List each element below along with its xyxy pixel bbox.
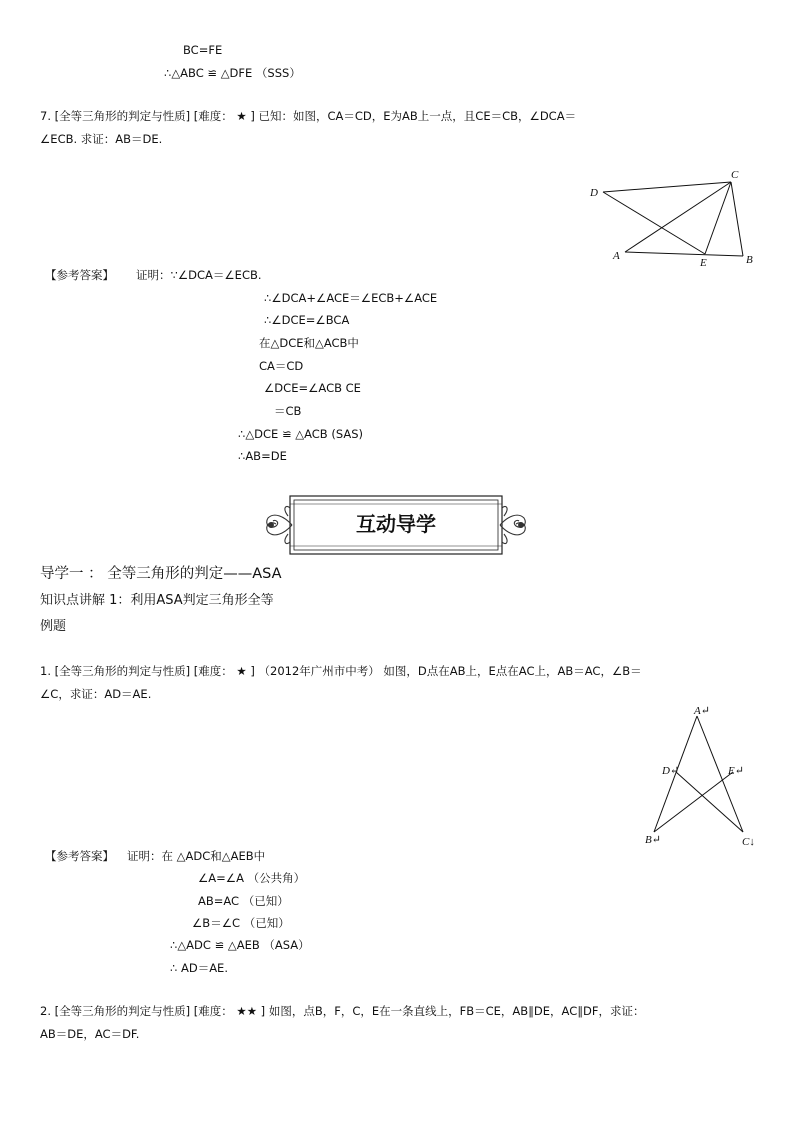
knowledge-heading: 知识点讲解 1：利用ASA判定三角形全等 xyxy=(40,593,274,608)
question-7-line2: ∠ECB. 求证：AB＝DE. xyxy=(40,132,163,146)
segment-cd xyxy=(676,772,743,832)
answer-7-prefix: 【参考答案】 xyxy=(45,268,114,282)
answer-1-line: AB=AC （已知） xyxy=(198,894,289,908)
answer-7-line: CA＝CD xyxy=(259,359,304,373)
label-b: B↵ xyxy=(645,834,661,846)
segment-de xyxy=(603,192,705,254)
question-2-line1: 2. [全等三角形的判定与性质] [难度： ★★ ] 如图，点B，F，C，E在一条直线上，FB＝CE，AB∥DE，AC∥DF，求证： xyxy=(40,1004,645,1018)
answer-1-line: ∴△ADC ≌ △AEB （ASA） xyxy=(170,938,310,952)
answer-7-line: ∴△DCE ≌ △ACB (SAS) xyxy=(238,427,363,441)
answer-7-line: ∠DCE=∠ACB CE xyxy=(264,381,361,395)
proof-line: ∴△ABC ≌ △DFE （SSS） xyxy=(164,66,301,80)
answer-1-line: 证明：在 △ADC和△AEB中 xyxy=(127,849,266,863)
answer-1-line: ∠A=∠A （公共角） xyxy=(198,871,306,885)
label-d: D xyxy=(590,187,598,199)
segment-cb xyxy=(731,182,743,256)
label-a: A↵ xyxy=(694,705,710,717)
question-2-line2: AB＝DE，AC＝DF. xyxy=(40,1027,140,1041)
question-1-diagram xyxy=(640,700,770,855)
section-banner xyxy=(262,494,530,556)
answer-7-line: ∴∠DCA+∠ACE＝∠ECB+∠ACE xyxy=(264,291,438,305)
question-1-line1: 1. [全等三角形的判定与性质] [难度： ★ ] （2012年广州市中考） 如图，D点在AB上，E点在AC上，AB＝AC，∠B＝ xyxy=(40,664,642,678)
proof-line: BC=FE xyxy=(183,43,223,57)
answer-7-line: ∴AB=DE xyxy=(238,449,287,463)
label-e: E↵ xyxy=(728,765,744,777)
label-b: B xyxy=(746,254,753,266)
segment-dc xyxy=(603,182,731,192)
label-a: A xyxy=(613,250,620,262)
label-d: D↵ xyxy=(662,765,680,777)
question-7-diagram xyxy=(585,168,760,268)
question-7-line1: 7. [全等三角形的判定与性质] [难度： ★ ] 已知：如图，CA＝CD，E为AB上一点，且CE＝CB，∠DCA＝ xyxy=(40,109,577,123)
segment-ac xyxy=(625,182,731,252)
example-heading: 例题 xyxy=(40,619,67,634)
answer-1-line: ∠B＝∠C （已知） xyxy=(192,916,290,930)
segment-ce xyxy=(705,182,731,254)
answer-7-line: ∴∠DCE=∠BCA xyxy=(264,313,350,327)
question-1-line2: ∠C，求证：AD＝AE. xyxy=(40,687,152,701)
banner-title: 互动导学 xyxy=(356,512,436,536)
answer-7-line: ＝CB xyxy=(274,404,302,418)
answer-1-line: ∴ AD＝AE. xyxy=(170,961,228,975)
answer-7-line: 在△DCE和△ACB中 xyxy=(259,336,359,350)
answer-1-prefix: 【参考答案】 xyxy=(45,849,114,863)
answer-7-line: 证明：∵∠DCA＝∠ECB. xyxy=(136,268,262,282)
label-c: C xyxy=(731,169,739,181)
segment-bc-cross-be xyxy=(654,772,733,832)
label-c: C↓ xyxy=(742,836,755,848)
section-title: 导学一 ： 全等三角形的判定——ASA xyxy=(40,566,282,582)
segment-ab xyxy=(625,252,743,256)
label-e: E xyxy=(700,257,707,268)
